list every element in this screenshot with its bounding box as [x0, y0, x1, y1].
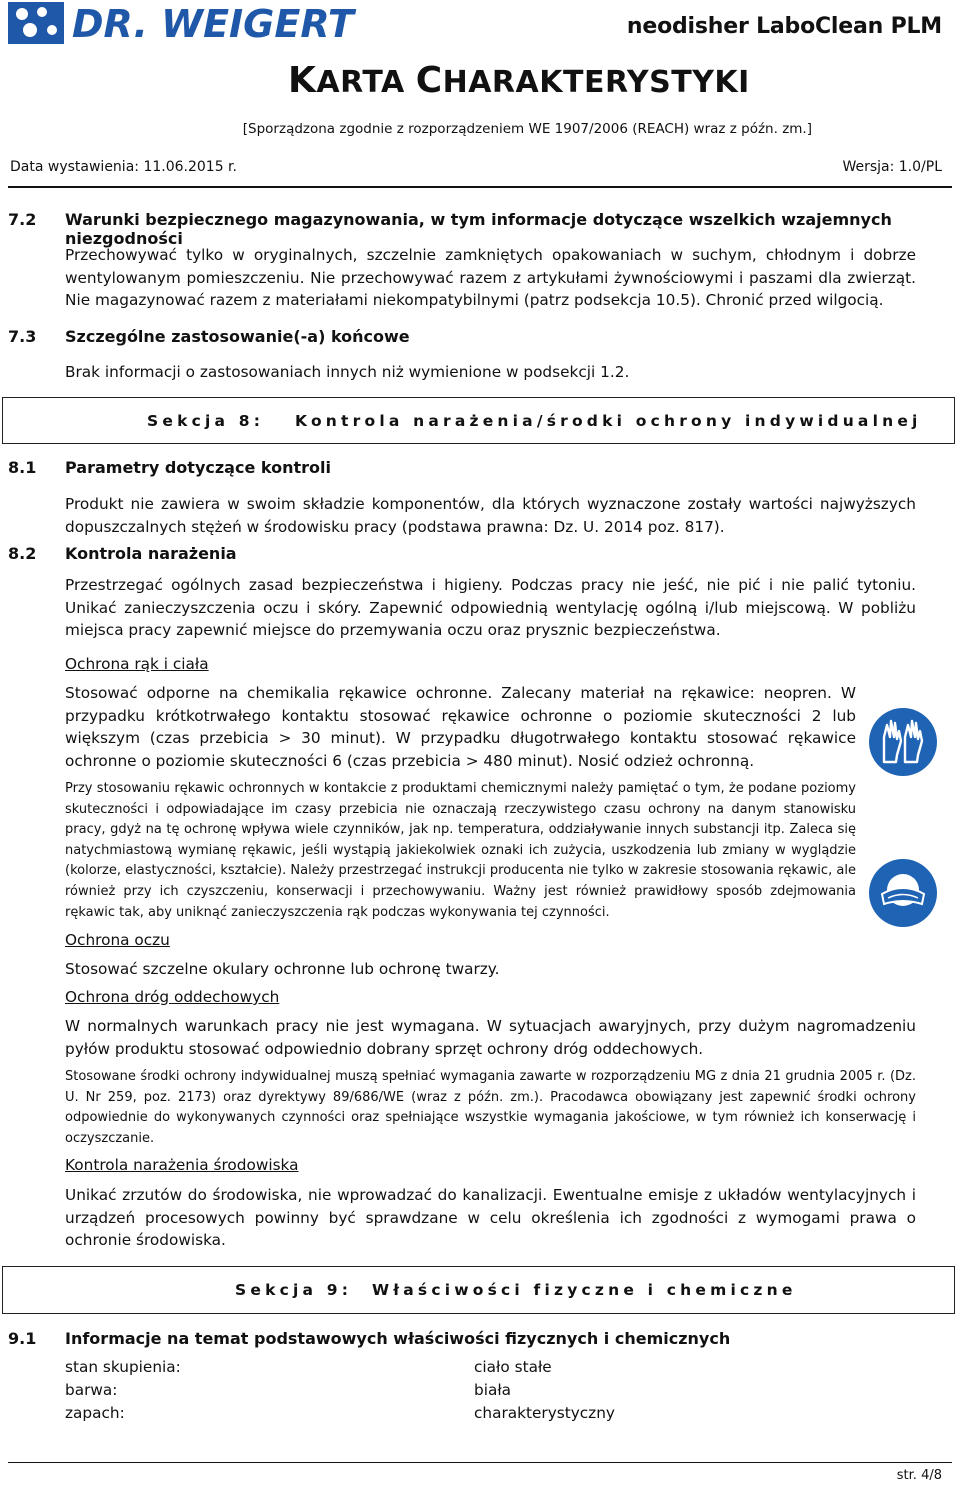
paragraph: Brak informacji o zastosowaniach innych niż wymienione w podsekcji 1.2. — [65, 363, 630, 381]
subsection-number: 8.2 — [8, 544, 37, 563]
subsection-heading: Warunki bezpiecznego magazynowania, w tym informacje dotyczące wszelkich wzajemnych niezgodności — [65, 210, 892, 248]
paragraph: Przechowywać tylko w oryginalnych, szczelnie zamkniętych opakowaniach w suchym, chłodnym i dobrze wentylowanym pomieszczeniu. Nie przechowywać razem z artykułami żywnościowymi i paszami dla zwierząt. Nie magazynować razem z materiałami niekompatybilnymi (patrz podsekcja 10.5). Chronić przed wilgocią. — [65, 246, 916, 309]
subheading-eye-protection: Ochrona oczu — [65, 931, 170, 949]
subsection-heading: Informacje na temat podstawowych właściwości fizycznych i chemicznych — [65, 1329, 731, 1348]
property-label: barwa: — [65, 1381, 118, 1399]
version: Wersja: 1.0/PL — [842, 159, 942, 175]
paragraph: Przestrzegać ogólnych zasad bezpieczeństwa i higieny. Podczas pracy nie jeść, nie pić i nie palić tytoniu. Unikać zanieczyszczenia oczu i skóry. Zapewnić odpowiednią wentylację ogólną i/lub miejscową. W pobliżu miejsca pracy zapewnić miejsce do przemywania oczu oraz prysznic bezpieczeństwa. — [65, 576, 916, 639]
gloves-pictogram-icon — [868, 707, 938, 777]
section-title: Właściwości fizyczne i chemiczne — [372, 1281, 797, 1299]
header-divider — [8, 186, 952, 188]
issue-date: Data wystawienia: 11.06.2015 r. — [10, 159, 237, 175]
property-value: ciało stałe — [474, 1358, 552, 1376]
subsection-number: 7.2 — [8, 210, 37, 229]
document-title: KARTA CHARAKTERYSTYKI — [288, 60, 750, 101]
property-label: stan skupienia: — [65, 1358, 181, 1376]
paragraph: Stosować odporne na chemikalia rękawice ochronne. Zalecany materiał na rękawice: neopren. W przypadku krótkotrwałego kontaktu stosować rękawice ochronne o poziomie skuteczności 2 lub większym (czas przebicia > 30 minut). W przypadku długotrwałego kontaktu stosować rękawice ochronne o poziomie skuteczności 6 (czas przebicia > 480 minut). Nosić odzież ochronną. — [65, 684, 856, 770]
goggles-pictogram-icon — [868, 858, 938, 928]
subheading-environmental-exposure: Kontrola narażenia środowiska — [65, 1156, 299, 1174]
page-number: str. 4/8 — [896, 1468, 942, 1483]
property-value: charakterystyczny — [474, 1404, 615, 1422]
regulation-note: [Sporządzona zgodnie z rozporządzeniem WE 1907/2006 (REACH) wraz z późn. zm.] — [242, 121, 812, 137]
subsection-number: 8.1 — [8, 458, 37, 477]
note-paragraph: Przy stosowaniu rękawic ochronnych w kontakcie z produktami chemicznymi należy pamiętać o tym, że podane poziomy skuteczności i odpowiadające im czasy przebicia nie oznaczają rzeczywistego czasu ochrony na danym stanowisku pracy, gdyż na tę ochronę wpływa wiele czynników, jak np. temperatura, oddziaływanie innych substancji itp. Zaleca się natychmiastową wymianę rękawic, jeśli wystąpią jakiekolwiek oznaki ich zużycia, uszkodzenia lub zmiany w wyglądzie (kolorze, elastyczności, kształcie). Należy przestrzegać instrukcji producenta nie tylko w zakresie stosowania rękawic, ale również przy ich czyszczeniu, konserwacji i przechowywaniu. Ważny jest również prawidłowy sposób zdejmowania rękawic tak, aby uniknąć zanieczyszczenia rąk podczas wykonywania tej czynności. — [65, 781, 856, 920]
paragraph: Stosować szczelne okulary ochronne lub ochronę twarzy. — [65, 960, 500, 978]
paragraph: Unikać zrzutów do środowiska, nie wprowadzać do kanalizacji. Ewentualne emisje z układów wentylacyjnych i urządzeń procesowych powinny być sprawdzane w celu określenia ich zgodności z wymogami prawa o ochronie środowiska. — [65, 1186, 916, 1249]
subsection-number: 7.3 — [8, 327, 37, 346]
product-name: neodisher LaboClean PLM — [626, 14, 942, 39]
footer-divider — [8, 1462, 952, 1463]
note-paragraph: Stosowane środki ochrony indywidualnej muszą spełniać wymagania zawarte w rozporządzeniu MG z dnia 21 grudnia 2005 r. (Dz. U. Nr 259, poz. 2173) oraz dyrektywy 89/686/WE (wraz z późn. zm.). Pracodawca obowiązany jest zapewnić środki ochrony odpowiednie do wykonywanych czynności oraz spełniające wszystkie wymagania jakościowe, w tym również ich konserwację i oczyszczanie. — [65, 1069, 916, 1146]
section-label: Sekcja 9: — [235, 1281, 353, 1299]
logo-text: DR. WEIGERT — [72, 2, 354, 44]
subsection-heading: Parametry dotyczące kontroli — [65, 458, 331, 477]
paragraph: W normalnych warunkach pracy nie jest wymagana. W sytuacjach awaryjnych, przy dużym nagromadzeniu pyłów produktu stosować odpowiednio dobrany sprzęt ochrony dróg oddechowych. — [65, 1017, 916, 1058]
subheading-respiratory-protection: Ochrona dróg oddechowych — [65, 988, 280, 1006]
logo-drops-icon — [8, 2, 378, 44]
paragraph: Produkt nie zawiera w swoim składzie komponentów, dla których wyznaczone zostały wartości najwyższych dopuszczalnych stężeń w środowisku pracy (podstawa prawna: Dz. U. 2014 poz. 817). — [65, 495, 916, 536]
property-value: biała — [474, 1381, 512, 1399]
subsection-heading: Szczególne zastosowanie(-a) końcowe — [65, 327, 410, 346]
subsection-heading: Kontrola narażenia — [65, 544, 237, 563]
section-title: Kontrola narażenia/środki ochrony indywidualnej — [295, 411, 922, 430]
subsection-number: 9.1 — [8, 1329, 37, 1348]
section-9-header — [2, 1266, 955, 1314]
subheading-hand-protection: Ochrona rąk i ciała — [65, 655, 209, 673]
property-label: zapach: — [65, 1404, 125, 1422]
section-8-header — [2, 397, 955, 444]
company-logo — [8, 2, 378, 44]
section-label: Sekcja 8: — [147, 411, 265, 430]
